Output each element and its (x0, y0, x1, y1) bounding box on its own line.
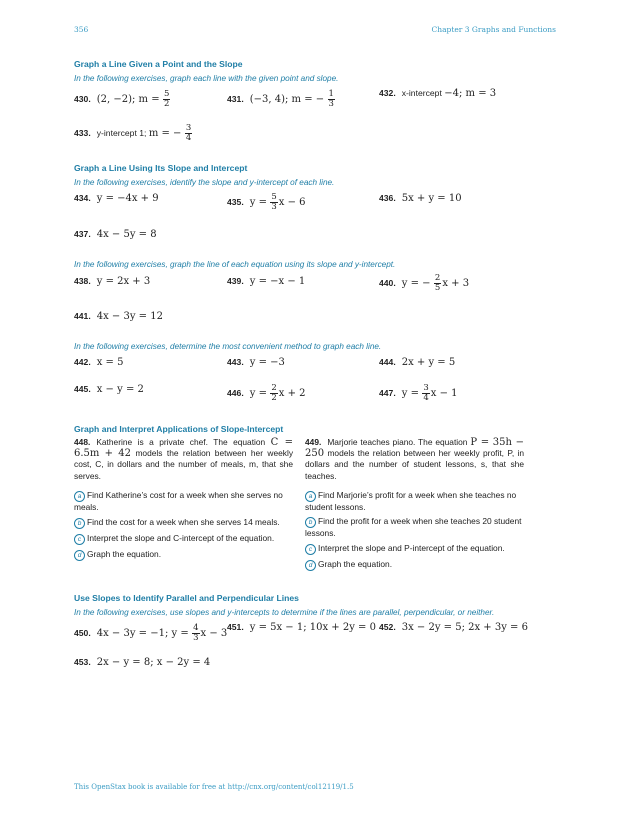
part-448b (74, 517, 296, 529)
exercise-number: 435. (227, 196, 244, 207)
exercise-450 (74, 624, 227, 643)
instruction-parallel-perpendicular: In the following exercises, use slopes and y-intercepts to determine if the lines are parallel, perpendicular, or neither. (74, 608, 495, 617)
exercise-441 (74, 311, 163, 322)
equation: C = 6.5m + 42 (74, 437, 293, 460)
exercise-number: 433. (74, 127, 91, 138)
exercise-number: 436. (379, 193, 396, 203)
exercise-440 (379, 274, 469, 293)
exercise-number: 430. (74, 93, 91, 104)
exercise-number: 452. (379, 622, 396, 632)
math: x − y = 2 (96, 384, 144, 395)
math: 4x − 5y = 8 (96, 229, 157, 240)
math: x = 5 (96, 357, 124, 368)
math: x + 2 (278, 387, 306, 399)
math: 2x + y = 5 (401, 357, 456, 368)
exercise-number: 451. (227, 622, 244, 632)
fraction: $\frac{3}{4}$ (423, 383, 429, 403)
part-448c (74, 533, 296, 545)
problem-text: Katherine is a private chef. The equation (96, 437, 266, 447)
problem-text: weekly profit, P, in dollars and the number of student (305, 448, 525, 470)
exercise-449 (305, 437, 524, 482)
math: x − 6 (278, 196, 306, 208)
part-449d (305, 559, 524, 571)
math: y = (249, 387, 267, 399)
exercise-number: 443. (227, 357, 244, 367)
exercise-number: 450. (74, 627, 91, 638)
part-letter-icon: c (305, 544, 316, 555)
footer: This OpenStax book is available for free at http://cnx.org/content/col12119/1.5 (74, 783, 354, 791)
problem-text: models the relation between her (327, 448, 451, 459)
math: y = −3 (249, 357, 285, 368)
instruction-point-slope: In the following exercises, graph each line with the given point and slope. (74, 74, 339, 83)
math: (2, −2); m = (96, 93, 160, 105)
section-title-point-slope: Graph a Line Given a Point and the Slope (74, 59, 243, 69)
exercise-number: 444. (379, 357, 396, 367)
part-letter-icon: a (305, 491, 316, 502)
part-449b (305, 516, 524, 539)
section-title-applications: Graph and Interpret Applications of Slope-Intercept (74, 424, 284, 434)
exercise-452 (379, 622, 528, 633)
exercise-number: 441. (74, 311, 91, 321)
math: y = − (401, 277, 431, 289)
instruction-identify: In the following exercises, identify the slope and y-intercept of each line. (74, 178, 335, 187)
exercise-447 (379, 384, 458, 403)
exercise-444 (379, 357, 455, 368)
part-letter-icon: c (74, 534, 85, 545)
exercise-number: 445. (74, 384, 91, 394)
fraction: $\frac{5}{2}$ (163, 89, 170, 109)
math: 2x − y = 8; x − 2y = 4 (96, 657, 211, 668)
exercise-number: 431. (227, 93, 244, 104)
math: (−3, 4); m = − (249, 93, 325, 105)
exercise-439 (227, 276, 305, 287)
math: y = (249, 196, 267, 208)
exercise-443 (227, 357, 285, 368)
exercise-433 (74, 124, 193, 143)
part-text: Interpret the slope and P-intercept of the equation. (318, 543, 505, 553)
math: 3x − 2y = 5; 2x + 3y = 6 (401, 622, 528, 633)
equation: P = 35h − 250 (305, 437, 525, 460)
math: y = −4x + 9 (96, 193, 159, 204)
exercise-number: 438. (74, 276, 91, 286)
instruction-convenient-method: In the following exercises, determine the most convenient method to graph each line. (74, 342, 382, 351)
exercise-451 (227, 622, 376, 633)
exercise-445 (74, 384, 144, 395)
math: 4x − 3y = 12 (96, 311, 163, 322)
fraction: $\frac{2}{5}$ (434, 273, 441, 293)
exercise-number: 447. (379, 387, 396, 398)
page-number: 356 (74, 25, 89, 34)
fraction: $\frac{1}{3}$ (328, 89, 334, 109)
math: x − 1 (430, 387, 458, 399)
part-text: Graph the equation. (87, 549, 162, 559)
part-letter-icon: a (74, 491, 85, 502)
exercise-number: 434. (74, 193, 91, 203)
part-text: Find the profit for a week when she teaches 20 student lessons. (305, 516, 522, 538)
exercise-431 (227, 90, 336, 109)
part-text: Interpret the slope and C-intercept of the equation. (87, 533, 275, 543)
part-448d (74, 549, 296, 561)
exercise-453 (74, 657, 210, 668)
exercise-number: 453. (74, 657, 91, 667)
math: y = 2x + 3 (96, 276, 151, 287)
part-letter-icon: b (305, 517, 316, 528)
exercise-430 (74, 90, 171, 109)
part-text: Find Katherine’s cost for a week when she serves no meals. (74, 490, 283, 512)
math: −4; m = 3 (444, 88, 497, 99)
math: y = −x − 1 (249, 276, 306, 287)
chapter-title: Chapter 3 Graphs and Functions (431, 25, 556, 34)
math: m = − (148, 127, 182, 139)
part-448a (74, 490, 296, 513)
exercise-446 (227, 384, 306, 403)
fraction: $\frac{2}{2}$ (271, 383, 277, 403)
math: x − 3 (200, 627, 228, 639)
section-title-slope-intercept: Graph a Line Using Its Slope and Intercept (74, 163, 248, 173)
problem-text: weekly cost, C, in dollars and the number of meals, m, (74, 448, 294, 470)
part-449c (305, 543, 524, 555)
math: 5x + y = 10 (401, 193, 462, 204)
problem-text: models the relation between her (135, 448, 263, 459)
part-letter-icon: d (305, 560, 316, 571)
problem-text: that she serves. (74, 459, 293, 481)
part-text: Find the cost for a week when she serves 14 meals. (87, 517, 280, 527)
part-text: Graph the equation. (318, 559, 393, 569)
exercise-number: 439. (227, 276, 244, 286)
exercise-432 (379, 88, 496, 99)
math: 4x − 3y = −1; y = (96, 627, 189, 639)
exercise-435 (227, 193, 306, 212)
exercise-437 (74, 229, 157, 240)
fraction: $\frac{5}{3}$ (271, 192, 277, 212)
part-text: Find Marjorie’s profit for a week when she teaches no student lessons. (305, 490, 517, 512)
exercise-438 (74, 276, 150, 287)
exercise-number: 432. (379, 88, 396, 98)
exercise-number: 449. (305, 437, 322, 447)
math: x + 3 (442, 277, 470, 289)
exercise-442 (74, 357, 123, 368)
exercise-number: 448. (74, 437, 91, 447)
fraction: $\frac{3}{4}$ (185, 123, 192, 143)
math: y = (401, 387, 419, 399)
section-title-parallel-perpendicular: Use Slopes to Identify Parallel and Perpendicular Lines (74, 593, 299, 603)
part-letter-icon: d (74, 550, 85, 561)
problem-text: lessons, s, that she teaches. (305, 459, 524, 481)
problem-text: Marjorie teaches piano. The equation (327, 437, 468, 447)
part-letter-icon: b (74, 518, 85, 529)
exercise-448 (74, 437, 293, 482)
exercise-number: 446. (227, 387, 244, 398)
exercise-434 (74, 193, 159, 204)
math: y = 5x − 1; 10x + 2y = 0 (249, 622, 376, 633)
instruction-graph-slope-intercept: In the following exercises, graph the line of each equation using its slope and y-intercept. (74, 260, 396, 269)
exercise-number: 442. (74, 357, 91, 367)
label: y-intercept 1; (96, 127, 147, 138)
label: x-intercept (401, 88, 442, 98)
exercise-number: 440. (379, 277, 396, 288)
fraction: $\frac{4}{3}$ (193, 623, 199, 643)
part-449a (305, 490, 524, 513)
exercise-number: 437. (74, 229, 91, 239)
exercise-436 (379, 193, 462, 204)
